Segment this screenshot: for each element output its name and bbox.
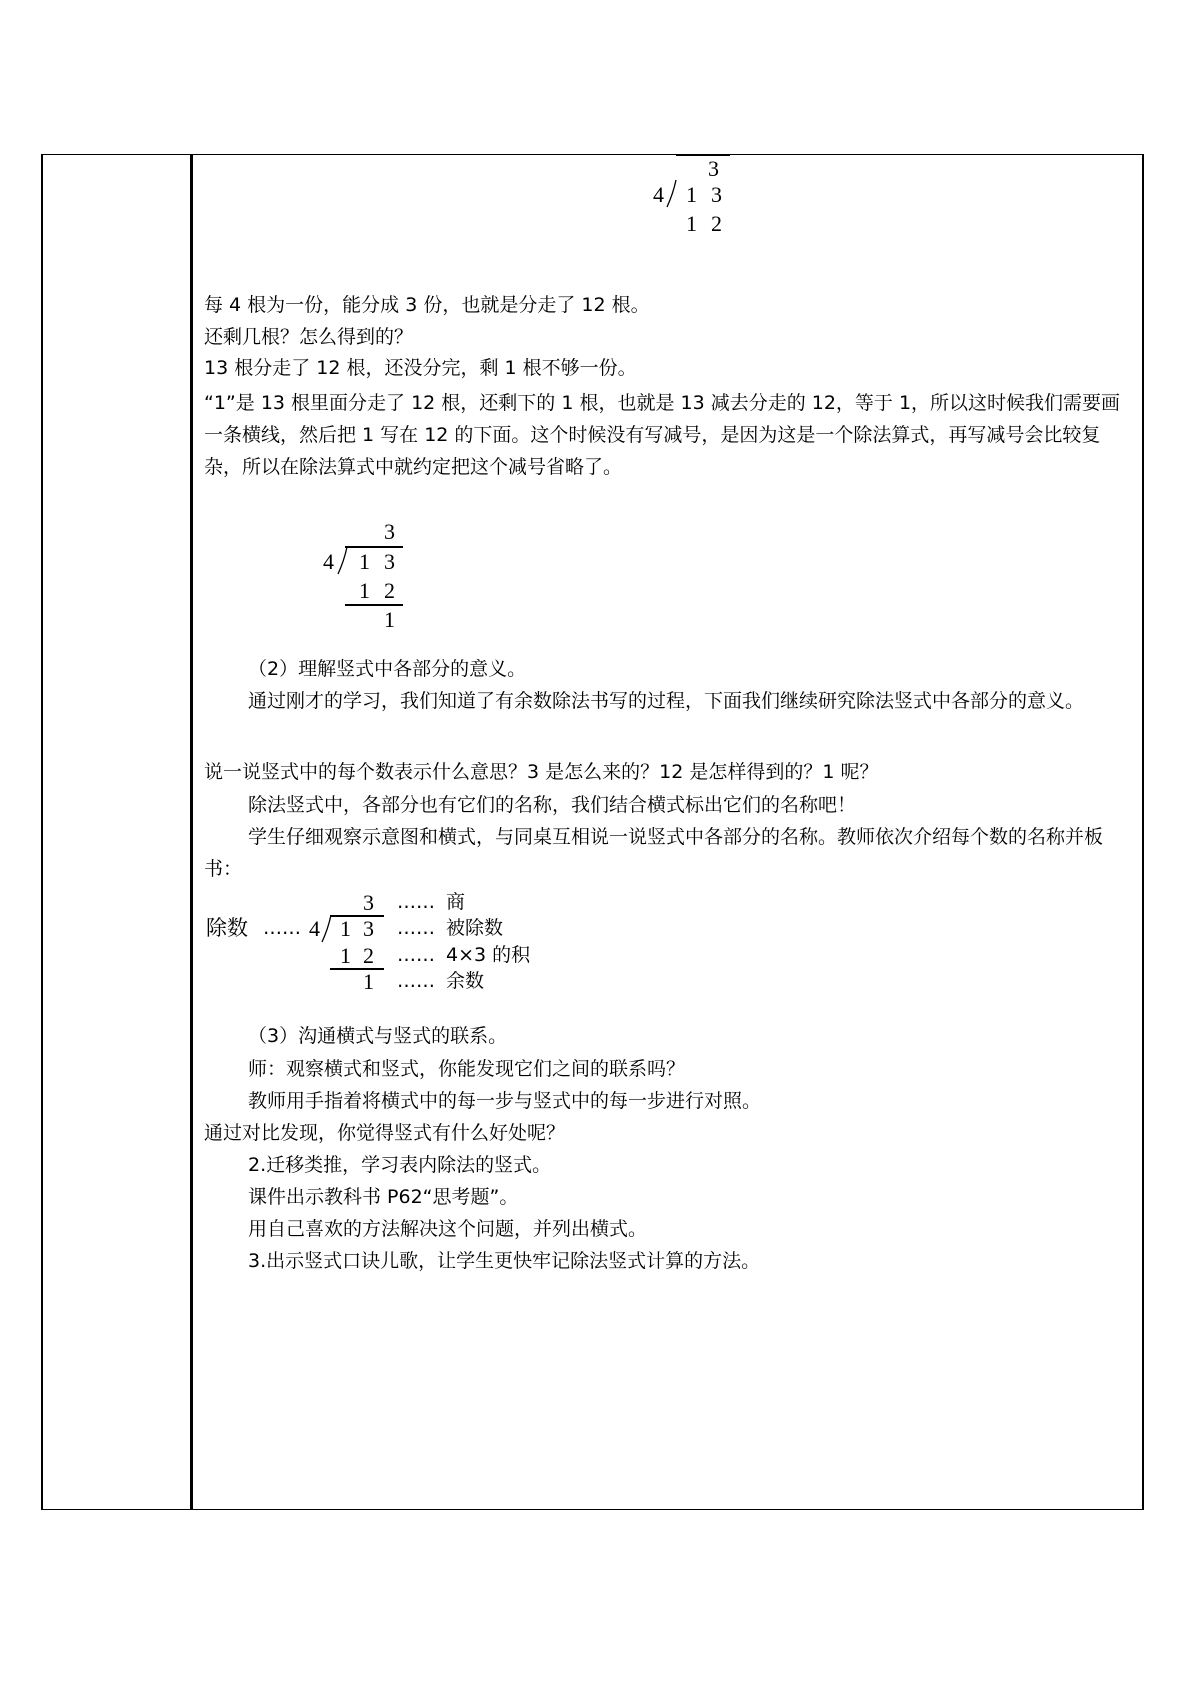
paragraph: 3.出示竖式口诀儿歌，让学生更快牢记除法竖式计算的方法。: [248, 1250, 761, 1272]
section-title: （3）沟通横式与竖式的联系。: [248, 1025, 508, 1047]
paragraph: 除法竖式中，各部分也有它们的名称，我们结合横式标出它们的名称吧！: [248, 794, 857, 816]
paragraph: 每 4 根为一份，能分成 3 份，也就是分走了 12 根。: [204, 294, 650, 316]
divisor-digit: 4: [323, 549, 334, 574]
quotient-digit: 3: [384, 519, 395, 544]
paragraph: 师：观察横式和竖式，你能发现它们之间的联系吗？: [248, 1058, 686, 1080]
label-remainder: 余数: [446, 970, 485, 992]
paragraph: 说一说竖式中的每个数表示什么意思？3 是怎么来的？12 是怎样得到的？1 呢？: [204, 761, 879, 783]
dividend-digit: 3: [711, 182, 722, 207]
subtraction-line: [330, 968, 384, 970]
subtraction-line: [345, 604, 403, 606]
product-digit: 2: [384, 578, 395, 603]
division-bar: [330, 915, 384, 917]
dividend-digit: 1: [359, 549, 370, 574]
paragraph: 通过对比发现，你觉得竖式有什么好处呢？: [204, 1122, 566, 1144]
product-digit: 2: [363, 943, 374, 968]
division-bracket: [321, 915, 335, 943]
paragraph: 还剩几根？怎么得到的？: [204, 326, 414, 348]
product-digit: 1: [359, 578, 370, 603]
label-divisor: 除数: [206, 916, 248, 940]
divisor-digit: 4: [653, 182, 664, 207]
paragraph: 2.迁移类推，学习表内除法的竖式。: [248, 1154, 552, 1176]
remainder-digit: 1: [363, 969, 374, 994]
division-bracket: [666, 180, 680, 208]
divisor-digit: 4: [309, 916, 320, 941]
paragraph: 通过刚才的学习，我们知道了有余数除法书写的过程，下面我们继续研究除法竖式中各部分的意义。: [248, 690, 1085, 712]
label-product: 4×3 的积: [446, 944, 531, 966]
label-quotient: 商: [446, 891, 466, 913]
dividend-digit: 3: [384, 549, 395, 574]
paragraph: “1”是 13 根里面分走了 12 根，还剩下的 1 根，也就是 13 减去分走的 12，等于 1，所以这时候我们需要画一条横线，然后把 1 写在 12 的下面。这个时候没有写减号，是因为这是一个除法算式，再写减号会比较复杂，所以在除法算式中就约定把这个减号省略了。: [204, 392, 1121, 478]
product-digit: 1: [686, 211, 697, 236]
section-title: （2）理解竖式中各部分的意义。: [248, 658, 527, 680]
quotient-digit: 3: [708, 156, 719, 181]
table-column-divider: [190, 154, 193, 1510]
quotient-digit: 3: [363, 890, 374, 915]
dots: ……: [397, 944, 435, 966]
dividend-digit: 1: [686, 182, 697, 207]
division-bar: [345, 546, 403, 548]
product-digit: 2: [711, 211, 722, 236]
paragraph: 课件出示教科书 P62“思考题”。: [248, 1186, 519, 1208]
dividend-digit: 3: [363, 916, 374, 941]
product-digit: 1: [340, 943, 351, 968]
dots: ……: [397, 891, 435, 913]
dots: ……: [397, 917, 435, 939]
paragraph: 学生仔细观察示意图和横式，与同桌互相说一说竖式中各部分的名称。教师依次介绍每个数的名称并板书：: [204, 826, 1104, 880]
paragraph: 用自己喜欢的方法解决这个问题，并列出横式。: [248, 1218, 648, 1240]
paragraph: 教师用手指着将横式中的每一步与竖式中的每一步进行对照。: [248, 1090, 762, 1112]
paragraph: 13 根分走了 12 根，还没分完，剩 1 根不够一份。: [204, 357, 637, 379]
dots: ……: [263, 917, 301, 939]
remainder-digit: 1: [384, 607, 395, 632]
division-bracket: [337, 547, 351, 575]
division-bar: [676, 154, 730, 156]
dividend-digit: 1: [340, 916, 351, 941]
dots: ……: [397, 970, 435, 992]
label-dividend: 被除数: [446, 917, 504, 939]
